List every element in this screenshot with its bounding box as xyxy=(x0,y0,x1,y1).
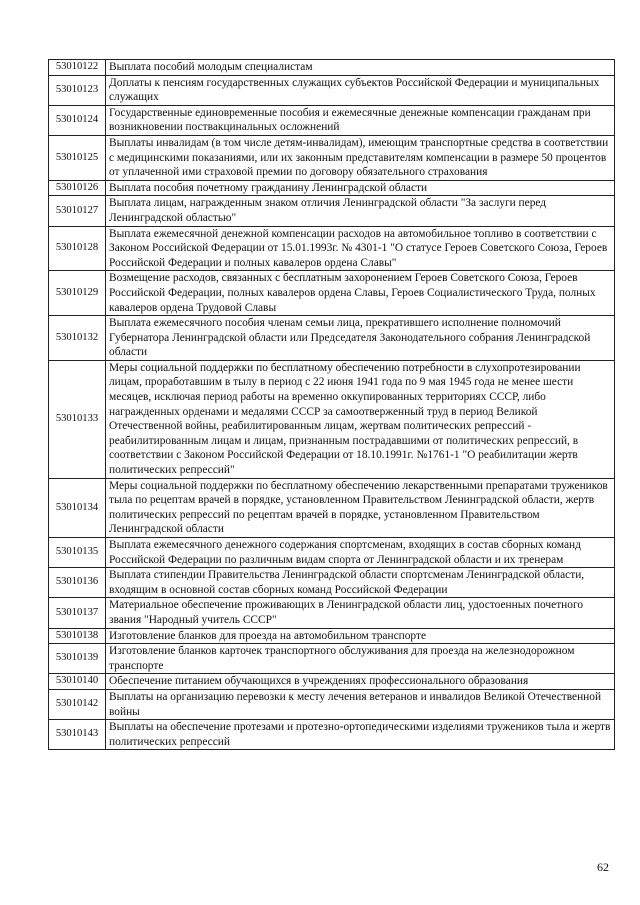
budget-code-cell: 53010140 xyxy=(49,674,106,690)
budget-code-cell: 53010128 xyxy=(49,226,106,271)
budget-code-cell: 53010142 xyxy=(49,689,106,719)
budget-code-cell: 53010134 xyxy=(49,478,106,537)
description-cell: Обеспечение питанием обучающихся в учреждениях профессионального образования xyxy=(106,674,615,690)
description-cell: Выплата пособия почетному гражданину Ленинградской области xyxy=(106,180,615,196)
description-cell: Изготовление бланков для проезда на автомобильном транспорте xyxy=(106,628,615,644)
table-row xyxy=(49,60,615,76)
description-cell: Доплаты к пенсиям государственных служащих субъектов Российской Федерации и муниципальных служащих xyxy=(106,75,615,105)
description-cell: Государственные единовременные пособия и ежемесячные денежные компенсации гражданам при возникновении поствакцинальных осложнений xyxy=(106,105,615,135)
description-cell: Выплаты на обеспечение протезами и протезно-ортопедическими изделиями тружеников тыла и жертв политических репрессий xyxy=(106,720,615,750)
table-row xyxy=(49,674,615,690)
table-row xyxy=(49,226,615,271)
description-cell: Выплата стипендии Правительства Ленинградской области спортсменам Ленинградской области, входящим в основной состав сборных команд Российской Федерации xyxy=(106,568,615,598)
table-row xyxy=(49,538,615,568)
budget-code-cell: 53010135 xyxy=(49,538,106,568)
table-row xyxy=(49,478,615,537)
table-row xyxy=(49,720,615,750)
description-cell: Изготовление бланков карточек транспортного обслуживания для проезда на железнодорожном транспорте xyxy=(106,644,615,674)
description-cell: Выплата ежемесячного пособия членам семьи лица, прекратившего исполнение полномочий Губернатора Ленинградской области или Председателя Законодательного собрания Ленинградской области xyxy=(106,316,615,361)
table-row xyxy=(49,105,615,135)
budget-code-cell: 53010126 xyxy=(49,180,106,196)
table-row xyxy=(49,180,615,196)
description-cell: Возмещение расходов, связанных с бесплатным захоронением Героев Советского Союза, Героев Российской Федерации, полных кавалеров ордена Славы, Героев Социалистического Труда, полных кавалеров ордена Трудовой Славы xyxy=(106,271,615,316)
description-cell: Меры социальной поддержки по бесплатному обеспечению лекарственными препаратами тружеников тыла по рецептам врачей в порядке, установленном Правительством Ленинградской области, жертв политических репрессий по рецептам врачей в порядке, установленном Правительством Ленинградской области xyxy=(106,478,615,537)
table-row xyxy=(49,196,615,226)
description-cell: Выплаты на организацию перевозки к месту лечения ветеранов и инвалидов Великой Отечественной войны xyxy=(106,689,615,719)
description-cell: Выплата пособий молодым специалистам xyxy=(106,60,615,76)
table-row xyxy=(49,644,615,674)
budget-code-cell: 53010125 xyxy=(49,135,106,180)
description-cell: Выплаты инвалидам (в том числе детям-инвалидам), имеющим транспортные средства в соответствии с медицинскими показаниями, или их законным представителям компенсации в размере 50 процентов от уплаченной ими страховой премии по договору обязательного страхования xyxy=(106,135,615,180)
table-row xyxy=(49,689,615,719)
budget-code-cell: 53010123 xyxy=(49,75,106,105)
description-cell: Выплата ежемесячного денежного содержания спортсменам, входящих в состав сборных команд Российской Федерации по различным видам спорта от Ленинградской области и их тренерам xyxy=(106,538,615,568)
table-row xyxy=(49,598,615,628)
budget-code-cell: 53010132 xyxy=(49,316,106,361)
table-row xyxy=(49,75,615,105)
description-cell: Выплата ежемесячной денежной компенсации расходов на автомобильное топливо в соответствии с Законом Российской Федерации от 15.01.1993г. № 4301-1 "О статусе Героев Советского Союза, Героев Российской Федерации и полных кавалеров ордена Славы" xyxy=(106,226,615,271)
table-row xyxy=(49,360,615,478)
budget-code-cell: 53010136 xyxy=(49,568,106,598)
budget-code-cell: 53010127 xyxy=(49,196,106,226)
budget-code-cell: 53010129 xyxy=(49,271,106,316)
budget-code-cell: 53010143 xyxy=(49,720,106,750)
budget-code-cell: 53010133 xyxy=(49,360,106,478)
budget-code-cell: 53010139 xyxy=(49,644,106,674)
description-cell: Меры социальной поддержки по бесплатному обеспечению потребности в слухопротезировании лицам, проработавшим в тылу в период с 22 июня 1941 года по 9 мая 1945 года не менее шести месяцев, исключая период работы на временно оккупированных территориях СССР, либо награжденных орденами и медалями СССР за самоотверженный труд в период Великой Отечественной войны, реабилитированным лицам, жертвам политических репрессий - реабилитированным лицам и лицам, признанным пострадавшими от политических репрессий, в соответствии с Законом Российской Федерации от 18.10.1991г. №1761-1 "О реабилитации жертв политических репрессий" xyxy=(106,360,615,478)
table-row xyxy=(49,135,615,180)
budget-code-cell: 53010138 xyxy=(49,628,106,644)
budget-code-cell: 53010124 xyxy=(49,105,106,135)
table-row xyxy=(49,316,615,361)
budget-code-table xyxy=(48,59,615,750)
table-row xyxy=(49,271,615,316)
table-row xyxy=(49,568,615,598)
budget-code-cell: 53010122 xyxy=(49,60,106,76)
budget-code-cell: 53010137 xyxy=(49,598,106,628)
description-cell: Материальное обеспечение проживающих в Ленинградской области лиц, удостоенных почетного звания "Народный учитель СССР" xyxy=(106,598,615,628)
table-row xyxy=(49,628,615,644)
description-cell: Выплата лицам, награжденным знаком отличия Ленинградской области "За заслуги перед Ленинградской областью" xyxy=(106,196,615,226)
page-number: 62 xyxy=(597,860,609,874)
table-body xyxy=(49,60,615,750)
